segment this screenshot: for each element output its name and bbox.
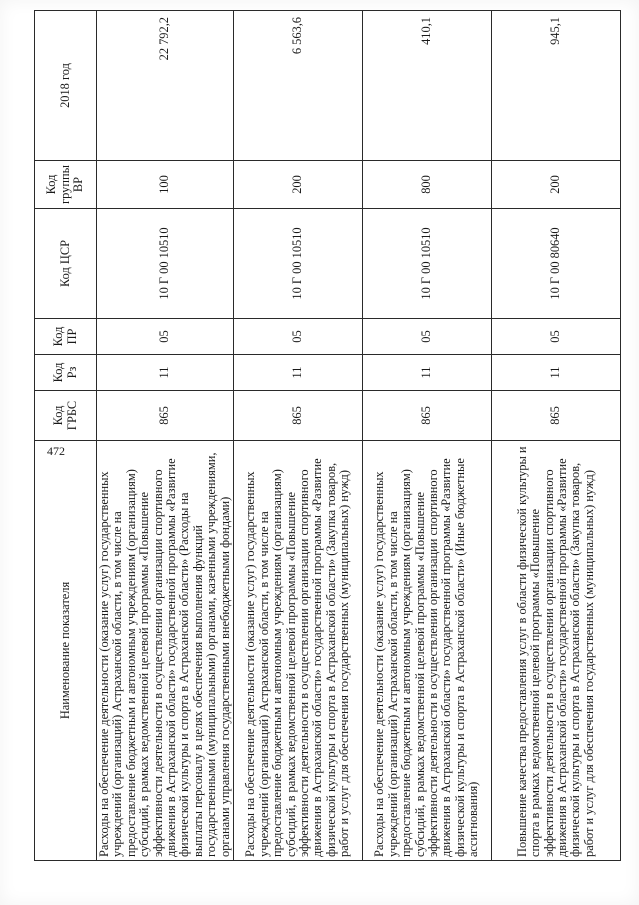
- cell-name: Повышение качества предоставления услуг в области физической культуры и спорта в рамках ведомственной целевой программы «Повышение эффективности деятельности в осуществлении организации спортивного движения в Астраханской области» государственной программы «Развитие физической культуры и спорта в Астраханской области» (Закупка товаров, работ и услуг для обеспечения государственных (муниципальных) нужд): [491, 441, 620, 861]
- cell-csr: 10 Г 00 80640: [491, 209, 620, 319]
- cell-name: Расходы на обеспечение деятельности (оказание услуг) государственных учреждений (организаций) Астраханской области, в том числе на предоставление бюджетным и автономным учреждениям (организациям) субсидий, в рамках ведомственной целевой программы «Повышение эффективности деятельности в осуществлении организации спортивного движения в Астраханской области» государственной программы «Развитие физической культуры и спорта в Астраханской области» (Иные бюджетные ассигнования): [362, 441, 491, 861]
- cell-amount: 945,1: [491, 11, 620, 161]
- header-year: 2018 год: [35, 11, 97, 161]
- table-row: [233, 11, 362, 861]
- cell-amount: 410,1: [362, 11, 491, 161]
- cell-csr: 10 Г 00 10510: [97, 209, 234, 319]
- cell-vr: 100: [97, 161, 234, 209]
- cell-grbs: 865: [233, 391, 362, 441]
- cell-vr: 800: [362, 161, 491, 209]
- table-row: [97, 11, 234, 861]
- header-name: Наименование показателя: [35, 441, 97, 861]
- cell-grbs: 865: [97, 391, 234, 441]
- cell-csr: 10 Г 00 10510: [233, 209, 362, 319]
- cell-name: Расходы на обеспечение деятельности (оказание услуг) государственных учреждений (организаций) Астраханской области, в том числе на предоставление бюджетным и автономным учреждениям (организациям) субсидий, в рамках ведомственной целевой программы «Повышение эффективности деятельности в осуществлении организации спортивного движения в Астраханской области» государственной программы «Развитие физической культуры и спорта в Астраханской области» (Закупка товаров, работ и услуг для обеспечения государственных (муниципальных) нужд): [233, 441, 362, 861]
- table-row: [362, 11, 491, 861]
- header-vr: Код группы ВР: [35, 161, 97, 209]
- header-pr: Код ПР: [35, 319, 97, 355]
- cell-name: Расходы на обеспечение деятельности (оказание услуг) государственных учреждений (организаций) Астраханской области, в том числе на предоставление бюджетным и автономным учреждениям (организациям) субсидий, в рамках ведомственной целевой программы «Повышение эффективности деятельности в осуществлении организации спортивного движения в Астраханской области» государственной программы «Развитие физической культуры и спорта в Астраханской области» (Расходы на выплаты персоналу в целях обеспечения выполнения функций государственными (муниципальными) органами, казенными учреждениями, органами управления государственными внебюджетными фондами): [97, 441, 234, 861]
- header-rz: Код Рз: [35, 355, 97, 391]
- cell-pr: 05: [233, 319, 362, 355]
- table-row: [491, 11, 620, 861]
- table-header-row: [35, 11, 97, 861]
- budget-table: [34, 10, 621, 861]
- cell-pr: 05: [362, 319, 491, 355]
- cell-vr: 200: [233, 161, 362, 209]
- cell-amount: 6 563,6: [233, 11, 362, 161]
- cell-rz: 11: [97, 355, 234, 391]
- page-number: 472: [47, 444, 65, 458]
- cell-rz: 11: [233, 355, 362, 391]
- cell-pr: 05: [97, 319, 234, 355]
- cell-grbs: 865: [491, 391, 620, 441]
- cell-rz: 11: [362, 355, 491, 391]
- rotated-table-container: [34, 11, 596, 861]
- cell-csr: 10 Г 00 10510: [362, 209, 491, 319]
- cell-rz: 11: [491, 355, 620, 391]
- cell-amount: 22 792,2: [97, 11, 234, 161]
- cell-grbs: 865: [362, 391, 491, 441]
- header-grbs: Код ГРБС: [35, 391, 97, 441]
- cell-vr: 200: [491, 161, 620, 209]
- header-csr: Код ЦСР: [35, 209, 97, 319]
- cell-pr: 05: [491, 319, 620, 355]
